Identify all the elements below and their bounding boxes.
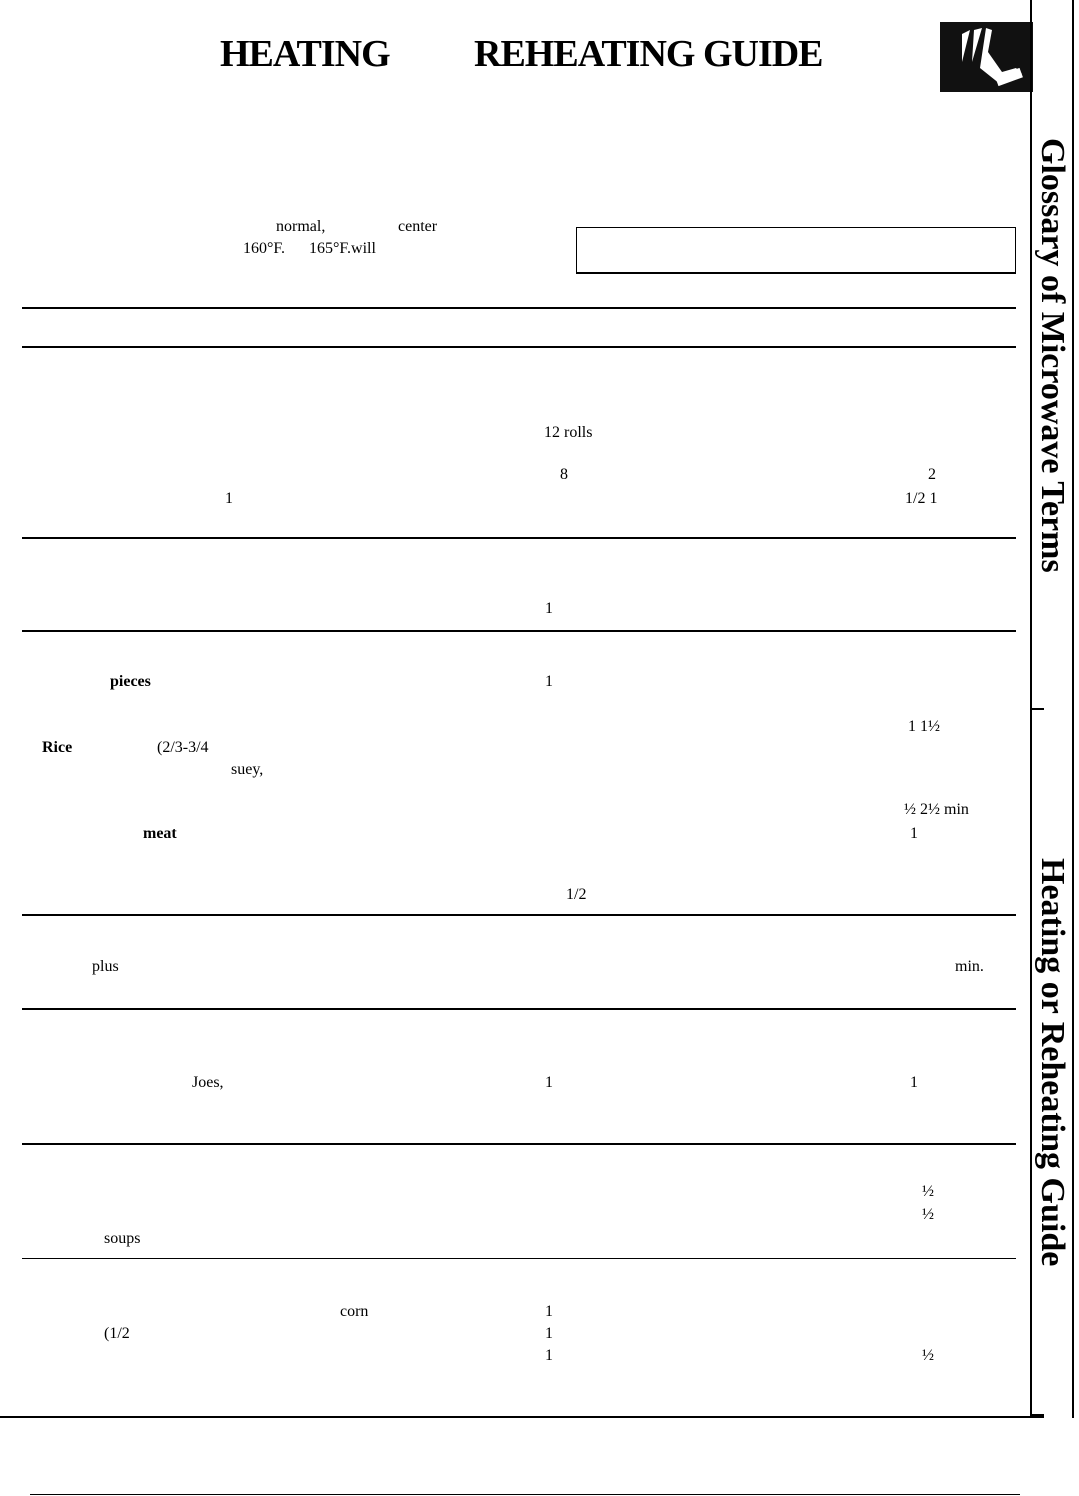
cell-time: 1/2 1: [905, 490, 938, 507]
cell-portion: (1/2: [104, 1325, 130, 1342]
note-box: [576, 227, 1016, 274]
side-tab-heating-guide[interactable]: Heating or Reheating Guide: [1034, 858, 1071, 1267]
cell-qty: 8: [560, 466, 568, 483]
table-header-bottom-rule: [22, 346, 1016, 348]
cell-qty: 1: [545, 673, 553, 690]
cell-soups: soups: [104, 1230, 141, 1247]
title-heating: HEATING: [220, 33, 390, 75]
table-header-top-rule: [22, 307, 1016, 309]
cell-qty: 1: [225, 490, 233, 507]
intro-word-center: center: [398, 218, 438, 235]
intro-temp-165: 165°F.will: [309, 240, 376, 257]
section-divider: [22, 537, 1016, 539]
section-divider: [22, 630, 1016, 632]
cell-time: 2: [928, 466, 936, 483]
section-divider: [22, 1258, 1016, 1259]
page-right-edge: [1072, 0, 1074, 1418]
cell-rice: Rice: [42, 739, 73, 756]
cell-qty: 1: [545, 1074, 553, 1091]
side-tab-glossary[interactable]: Glossary of Microwave Terms: [1034, 138, 1071, 573]
cell-time: ½: [922, 1347, 934, 1364]
title-reheating-guide: REHEATING GUIDE: [474, 33, 823, 75]
intro-word-normal: normal,: [276, 218, 326, 235]
cell-pieces: pieces: [110, 673, 151, 690]
tab-separator: [1030, 708, 1044, 710]
cell-qty: 1: [545, 600, 553, 617]
cell-qty: 1/2: [566, 886, 587, 903]
cell-rice-portion: (2/3-3/4: [157, 739, 209, 756]
intro-temp-160: 160°F.: [243, 240, 286, 257]
hand-pressing-key-icon: [940, 22, 1033, 92]
cell-corn: corn: [340, 1303, 369, 1320]
page-bottom-rule: [0, 1416, 1044, 1418]
section-divider: [22, 914, 1016, 916]
cell-time: ½: [922, 1183, 934, 1200]
cell-rolls-12: 12 rolls: [544, 424, 593, 441]
section-divider: [22, 1143, 1016, 1145]
cell-time: min.: [955, 958, 984, 975]
footer-rule: [30, 1494, 1020, 1495]
cell-time: 1: [910, 1074, 918, 1091]
cell-qty: 1: [545, 1303, 553, 1320]
cell-qty: 1: [545, 1325, 553, 1342]
cell-qty: 1: [545, 1347, 553, 1364]
cell-suey: suey,: [231, 761, 264, 778]
cell-time: 1: [910, 825, 918, 842]
cell-time: ½: [922, 1206, 934, 1223]
cell-meat: meat: [143, 825, 177, 842]
cell-time: ½ 2½ min: [904, 801, 969, 818]
cell-time: 1 1½: [908, 718, 940, 735]
section-divider: [22, 1008, 1016, 1010]
cell-joes: Joes,: [192, 1074, 224, 1091]
cell-plus: plus: [92, 958, 119, 975]
